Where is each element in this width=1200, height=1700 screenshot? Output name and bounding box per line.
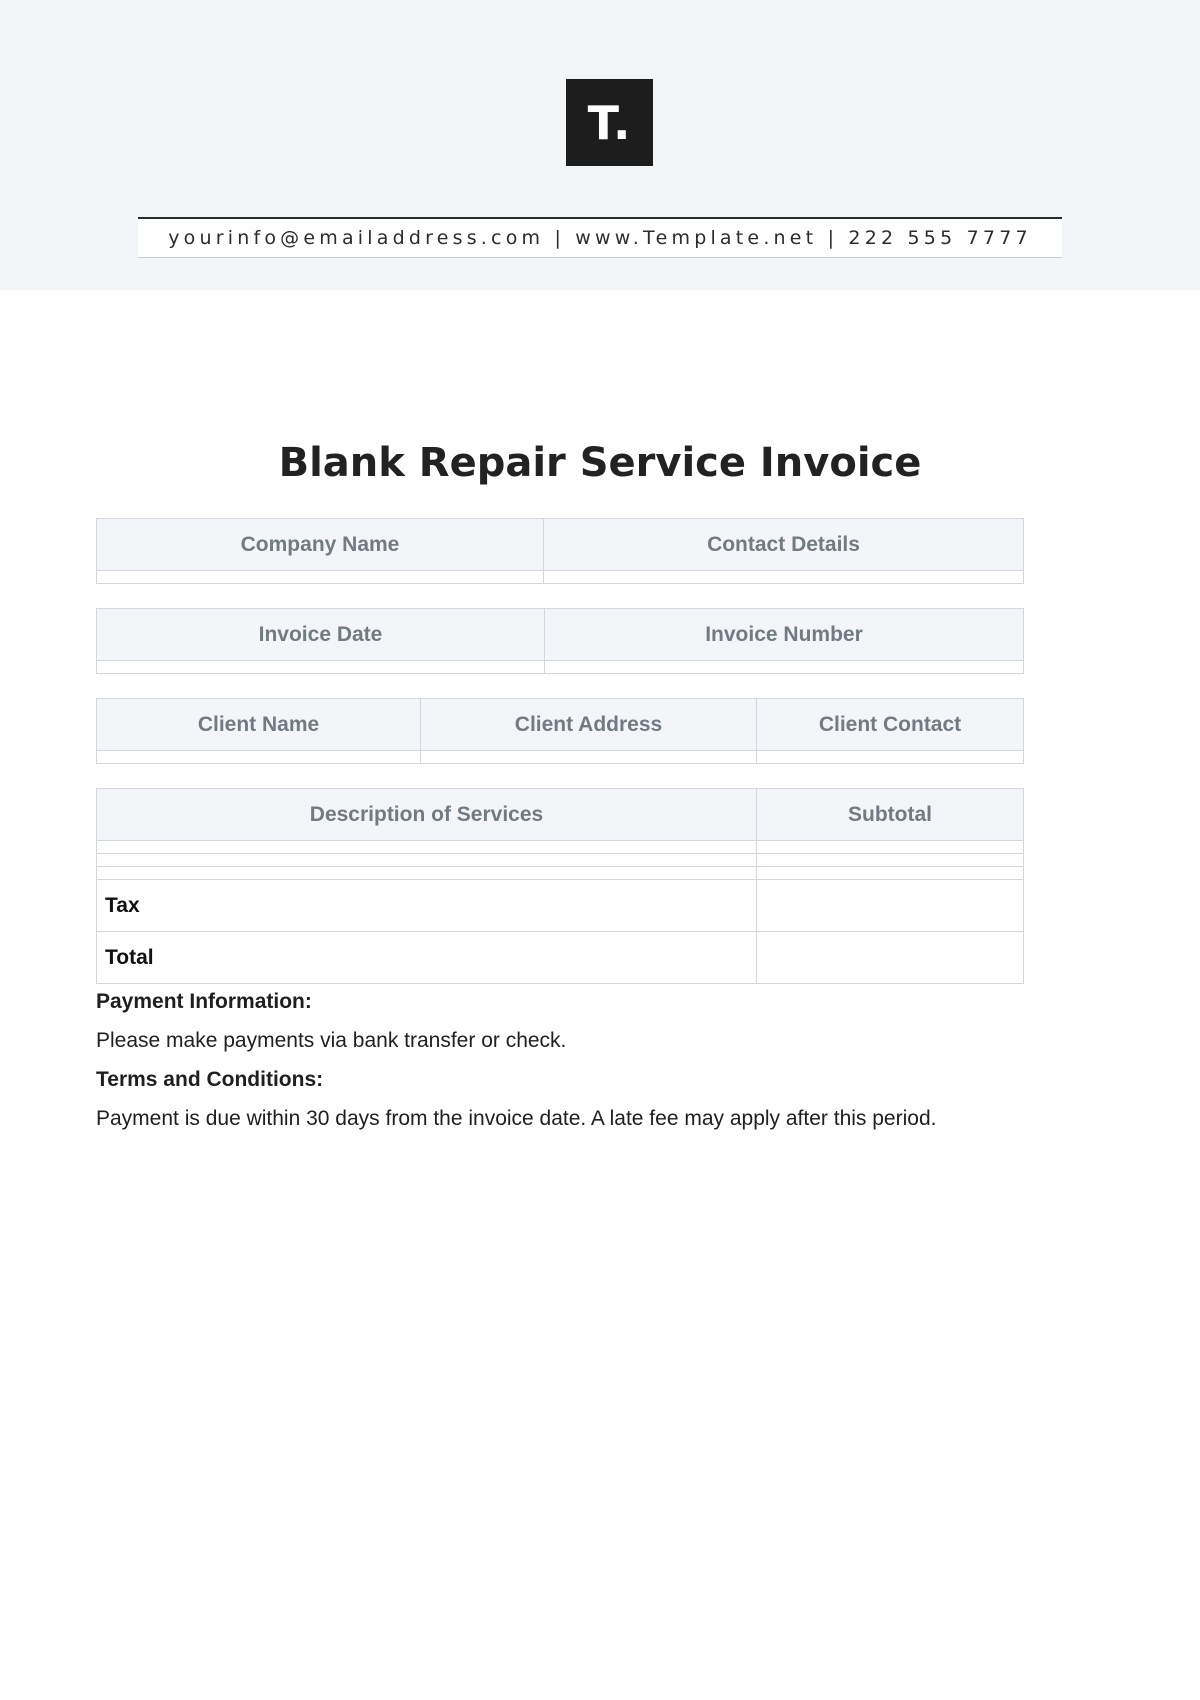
- header-band: [0, 0, 1200, 290]
- contact-strip: yourinfo@emailaddress.com | www.Template.net | 222 555 7777: [138, 217, 1062, 258]
- subtotal-cell[interactable]: [757, 854, 1024, 867]
- logo: T.: [566, 79, 653, 166]
- subtotal-header: Subtotal: [757, 789, 1024, 841]
- invoice-date-cell[interactable]: [97, 661, 545, 674]
- invoice-info-table: [96, 608, 1024, 674]
- client-table: [96, 698, 1024, 764]
- tax-value-cell[interactable]: [757, 880, 1024, 932]
- services-table: [96, 788, 1024, 984]
- tax-label: Tax: [97, 880, 757, 932]
- description-header: Description of Services: [97, 789, 757, 841]
- contact-details-cell[interactable]: [544, 571, 1024, 584]
- service-row: [97, 841, 1024, 854]
- service-row: [97, 854, 1024, 867]
- contact-details-header: Contact Details: [544, 519, 1024, 571]
- invoice-date-header: Invoice Date: [97, 609, 545, 661]
- service-row: [97, 867, 1024, 880]
- terms-text: Payment is due within 30 days from the invoice date. A late fee may apply after this period.: [96, 1107, 937, 1130]
- payment-text: Please make payments via bank transfer or check.: [96, 1029, 567, 1052]
- subtotal-cell[interactable]: [757, 867, 1024, 880]
- invoice-number-cell[interactable]: [545, 661, 1024, 674]
- total-label: Total: [97, 932, 757, 984]
- total-value-cell[interactable]: [757, 932, 1024, 984]
- client-contact-header: Client Contact: [757, 699, 1024, 751]
- description-cell[interactable]: [97, 841, 757, 854]
- client-address-cell[interactable]: [421, 751, 757, 764]
- terms-heading: Terms and Conditions:: [96, 1068, 324, 1091]
- client-contact-cell[interactable]: [757, 751, 1024, 764]
- invoice-title: Blank Repair Service Invoice: [278, 440, 922, 486]
- subtotal-cell[interactable]: [757, 841, 1024, 854]
- description-cell[interactable]: [97, 867, 757, 880]
- description-cell[interactable]: [97, 854, 757, 867]
- invoice-number-header: Invoice Number: [545, 609, 1024, 661]
- client-name-cell[interactable]: [97, 751, 421, 764]
- total-row: [97, 932, 1024, 984]
- client-name-header: Client Name: [97, 699, 421, 751]
- company-name-cell[interactable]: [97, 571, 544, 584]
- company-name-header: Company Name: [97, 519, 544, 571]
- client-address-header: Client Address: [421, 699, 757, 751]
- payment-heading: Payment Information:: [96, 990, 312, 1013]
- tax-row: [97, 880, 1024, 932]
- company-table: [96, 518, 1024, 584]
